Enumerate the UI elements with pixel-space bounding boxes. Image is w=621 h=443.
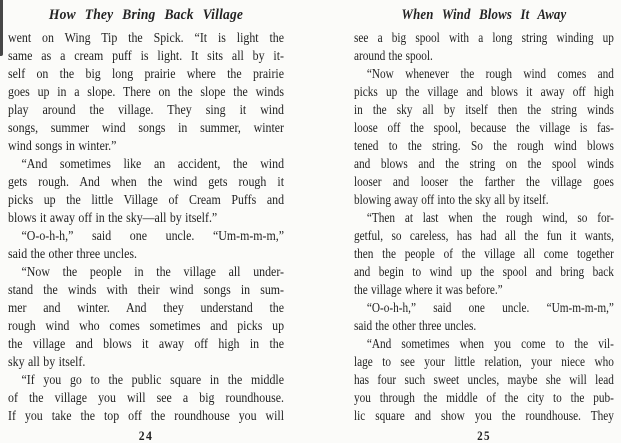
text-line: songs, summer wind songs in summer, winter [8, 120, 285, 135]
text-line: “Now the people in the village all under- [21, 264, 285, 279]
text-line: goes up in a slope. There on the slope the winds [8, 84, 285, 99]
text-line: see a big spool with a long string winding up [354, 30, 614, 45]
text-line: blows it away off in the sky—all by itself.” [8, 210, 218, 225]
text-line: said the other three uncles. [354, 318, 477, 333]
text-line: has four such sweet uncles, maybe she will lead [354, 372, 614, 387]
text-line: “Now whenever the rough wind comes and [366, 66, 614, 81]
text-line: the village where it was before.” [354, 282, 503, 297]
text-line: and blows and the string on the spool winds [354, 156, 614, 171]
text-line: “O-o-h-h,” said one uncle. “Um-m-m-m,” [21, 228, 285, 243]
text-line: looser and looser the farther the village goes [354, 174, 614, 189]
text-line: of the village you will see a big roundhouse. [8, 390, 285, 405]
text-line: same as a cream puff is light. It sits all by it- [8, 48, 285, 63]
text-line: tened to the string. So the rough wind blows [354, 138, 614, 153]
text-line: gets rough. And when the wind gets rough it [8, 174, 285, 189]
page-left-running-head: How They Bring Back Village [48, 7, 244, 23]
text-line: lage to see your little relation, your niece who [354, 354, 614, 369]
page-left-number: 24 [138, 428, 154, 443]
text-line: blowing away off into the sky all by itself. [354, 192, 549, 207]
text-line: sky all by itself. [8, 354, 86, 369]
text-line: lic square and show you the roundhouse. They [354, 408, 614, 423]
text-line: “If you go to the public square in the middle [21, 372, 285, 387]
text-line: stand the winds with their wind songs in sum- [8, 282, 285, 297]
text-line: picks up the little Village of Cream Puffs and [8, 192, 285, 207]
text-line: play around the village. They sing it wind [8, 102, 285, 117]
text-line: you through the middle of the city to the pub- [354, 390, 614, 405]
text-line: rough wind who comes sometimes and picks up [8, 318, 285, 333]
text-line: mer and winter. And they understand the [8, 300, 285, 315]
text-line: went on Wing Tip the Spick. “It is light the [8, 30, 285, 45]
scan-edge-artifact [0, 0, 3, 56]
text-line: “O-o-h-h,” said one uncle. “Um-m-m-m,” [366, 300, 614, 315]
text-line: loose off the spool, because the village is fas- [354, 120, 614, 135]
text-line: picks up the village and blows it away off high [354, 84, 614, 99]
page-right-number: 25 [477, 428, 491, 443]
text-line: around the spool. [354, 48, 433, 63]
text-line: then the people of the village all come together [354, 246, 614, 261]
page-right [354, 7, 614, 443]
text-line: in the sky all by itself then the string winds [354, 102, 614, 117]
text-line: getful, so careless, has had all the fun it wants, [354, 228, 614, 243]
text-line: wind songs in winter.” [8, 138, 117, 153]
text-line: self on the big long prairie where the prairie [8, 66, 285, 81]
page-left [8, 7, 284, 443]
page-right-running-head: When Wind Blows It Away [401, 7, 567, 23]
page-right-text [354, 29, 614, 425]
text-line: “And sometimes when you come to the vil- [366, 336, 614, 351]
text-line: said the other three uncles. [8, 246, 137, 261]
text-line: and begin to wind up the spool and bring back [354, 264, 614, 279]
text-line: “Then at last when the rough wind, so for- [366, 210, 614, 225]
text-line: If you take the top off the roundhouse you will [8, 408, 285, 423]
text-line: “And sometimes like an accident, the wind [21, 156, 285, 171]
page-left-text [8, 29, 284, 425]
text-line: the village and blows it away off high in the [8, 336, 285, 351]
